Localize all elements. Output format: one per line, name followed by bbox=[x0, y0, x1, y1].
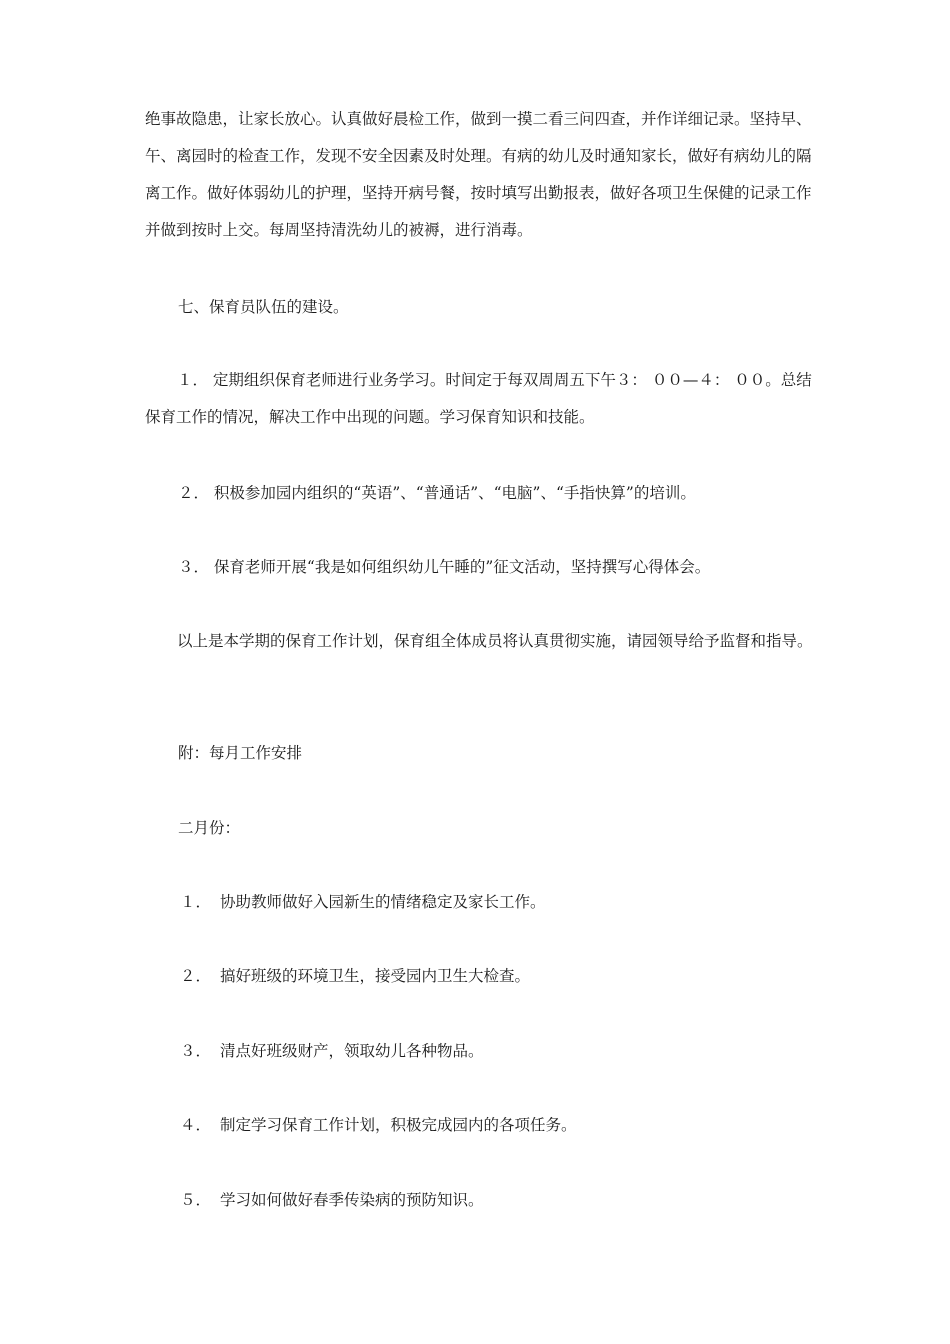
section-heading-staff-building: 七、保育员队伍的建设。 bbox=[178, 298, 349, 316]
list-item-number: １． bbox=[180, 893, 212, 911]
paragraph-essay-activity: ３． 保育老师开展“我是如何组织幼儿午睡的”征文活动，坚持撰写心得体会。 bbox=[178, 558, 711, 576]
list-item-number: ５． bbox=[180, 1191, 212, 1209]
list-item bbox=[180, 1114, 577, 1136]
paragraph-safety-checks: 绝事故隐患，让家长放心。认真做好晨检工作，做到一摸二看三问四查，并作详细记录。坚持早、午、离园时的检查工作，发现不安全因素及时处理。有病的幼儿及时通知家长，做好有病幼儿的隔离工作。做好体弱幼儿的护理，坚持开病号餐，按时填写出勤报表，做好各项卫生保健的记录工作并做到按时上交。每周坚持清洗幼儿的被褥，进行消毒。 bbox=[145, 110, 812, 239]
paragraph-conclusion: 以上是本学期的保育工作计划，保育组全体成员将认真贯彻实施，请园领导给予监督和指导。 bbox=[177, 632, 813, 650]
list-item-text: 学习如何做好春季传染病的预防知识。 bbox=[220, 1191, 484, 1209]
list-item-number: ３． bbox=[180, 1042, 212, 1060]
list-item-text: 搞好班级的环境卫生，接受园内卫生大检查。 bbox=[220, 967, 531, 985]
list-item bbox=[180, 1189, 484, 1211]
paragraph-staff-study: １． 定期组织保育老师进行业务学习。时间定于每双周周五下午３： ００—４： ００。总结保育工作的情况，解决工作中出现的问题。学习保育知识和技能。 bbox=[145, 371, 812, 426]
month-heading-february: 二月份： bbox=[178, 819, 241, 837]
paragraph-staff-training: ２． 积极参加园内组织的“英语”、“普通话”、“电脑”、“手指快算”的培训。 bbox=[178, 484, 696, 502]
list-item bbox=[180, 891, 546, 913]
list-item bbox=[180, 1040, 484, 1062]
list-item-text: 制定学习保育工作计划，积极完成园内的各项任务。 bbox=[220, 1116, 577, 1134]
appendix-heading: 附：每月工作安排 bbox=[178, 744, 303, 762]
list-item-text: 协助教师做好入园新生的情绪稳定及家长工作。 bbox=[220, 893, 546, 911]
list-item bbox=[180, 965, 530, 987]
list-item-number: ４． bbox=[180, 1116, 212, 1134]
list-item-number: ２． bbox=[180, 967, 212, 985]
list-item-text: 清点好班级财产，领取幼儿各种物品。 bbox=[220, 1042, 484, 1060]
